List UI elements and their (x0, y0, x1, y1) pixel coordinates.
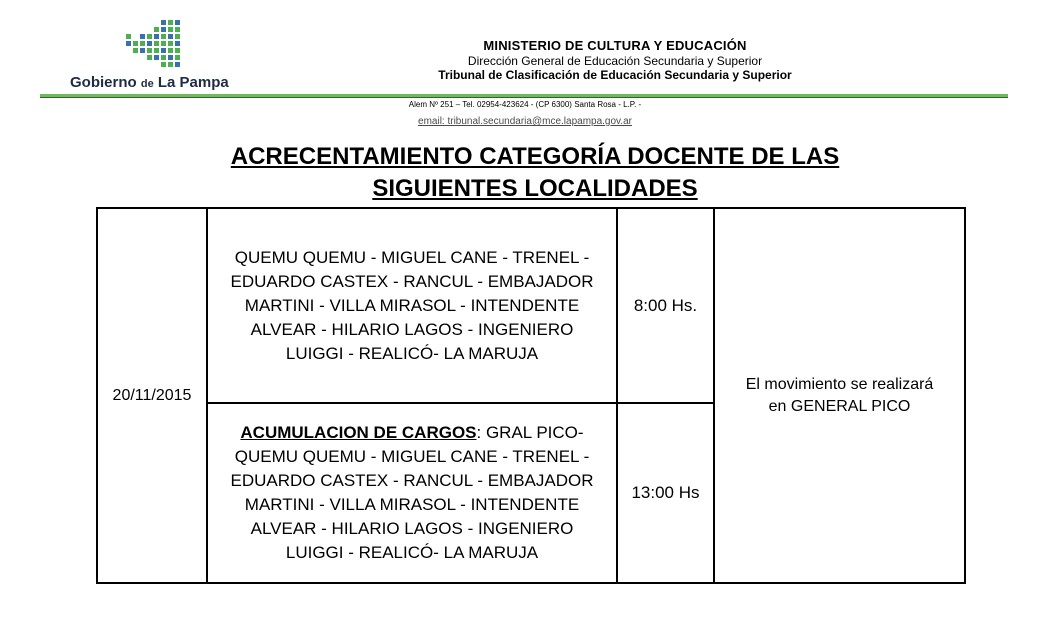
tribunal-name: Tribunal de Clasificación de Educación Secundaria y Superior (438, 68, 792, 82)
logo-square (175, 62, 180, 67)
locality-line: EDUARDO CASTEX - RANCUL - EMBAJADOR (230, 271, 594, 291)
logo-square (154, 55, 159, 60)
logo-square (175, 34, 180, 39)
logo-square (133, 41, 138, 46)
logo-square (175, 27, 180, 32)
email-link[interactable]: email: tribunal.secundaria@mce.lapampa.gov.ar (418, 116, 632, 127)
header-divider-shadow (40, 97, 1008, 98)
gobierno-la-pampa-logo-icon (126, 20, 186, 68)
logo-square (126, 34, 131, 39)
logo-square (175, 55, 180, 60)
note-line: El movimiento se realizará (745, 375, 934, 393)
direccion-name: Dirección General de Educación Secundaria y Superior (467, 54, 763, 68)
title-line-1: ACRECENTAMIENTO CATEGORÍA DOCENTE DE LAS (230, 143, 840, 170)
logo-square (168, 27, 173, 32)
locality-line: MARTINI - VILLA MIRASOL - INTENDENTE (244, 495, 580, 514)
institution-header (405, 38, 825, 82)
date-cell: 20/11/2015 (97, 208, 207, 583)
locality-line: ALVEAR - HILARIO LAGOS - INGENIERO (250, 319, 574, 339)
logo-square (147, 55, 152, 60)
logo-square (168, 55, 173, 60)
logo-square (168, 34, 173, 39)
logo-square (161, 27, 166, 32)
logo-square (161, 20, 166, 25)
logo-text: Gobierno de La Pampa (70, 74, 229, 91)
title-line-2: SIGUIENTES LOCALIDADES (372, 175, 698, 202)
locality-line: LUIGGI - REALICÓ- LA MARUJA (285, 343, 539, 363)
logo-square (154, 34, 159, 39)
logo-square (140, 48, 145, 53)
time-cell: 8:00 Hs. (617, 208, 714, 403)
logo-square (133, 48, 138, 53)
logo-square (140, 34, 145, 39)
localities-cell (207, 403, 617, 583)
logo-square (140, 41, 145, 46)
ministry-name: MINISTERIO DE CULTURA Y EDUCACIÓN (483, 38, 747, 53)
logo-square (168, 20, 173, 25)
time-cell: 13:00 Hs (617, 403, 714, 583)
logo-square (161, 48, 166, 53)
acumulacion-heading: ACUMULACION DE CARGOS: GRAL PICO- (240, 423, 584, 442)
logo-square (154, 41, 159, 46)
schedule-table (96, 207, 966, 584)
logo-square (175, 41, 180, 46)
location-note-cell (714, 208, 965, 583)
locality-line: LUIGGI - REALICÓ- LA MARUJA (285, 543, 539, 562)
locality-line: ALVEAR - HILARIO LAGOS - INGENIERO (250, 519, 574, 538)
locality-line: EDUARDO CASTEX - RANCUL - EMBAJADOR (230, 471, 594, 490)
document-title (130, 141, 940, 205)
logo-square (154, 48, 159, 53)
address-line: Alem Nº 251 – Tel. 02954-423624 - (CP 6300) Santa Rosa - L.P. - (408, 100, 642, 109)
logo-square (161, 34, 166, 39)
logo-square (161, 62, 166, 67)
logo-square (168, 48, 173, 53)
logo-square (161, 41, 166, 46)
table-row (97, 208, 965, 403)
logo-square (168, 41, 173, 46)
logo-square (154, 27, 159, 32)
logo-square (126, 41, 131, 46)
logo-square (161, 55, 166, 60)
note-line: en GENERAL PICO (768, 397, 911, 415)
locality-line: QUEMU QUEMU - MIGUEL CANE - TRENEL - (234, 447, 590, 466)
logo-square (147, 41, 152, 46)
locality-line: MARTINI - VILLA MIRASOL - INTENDENTE (244, 295, 580, 315)
logo-square (147, 48, 152, 53)
locality-line: QUEMU QUEMU - MIGUEL CANE - TRENEL - (234, 247, 590, 267)
localities-cell (207, 208, 617, 403)
logo-square (175, 48, 180, 53)
logo-square (175, 20, 180, 25)
logo-square (147, 34, 152, 39)
logo-square (168, 62, 173, 67)
